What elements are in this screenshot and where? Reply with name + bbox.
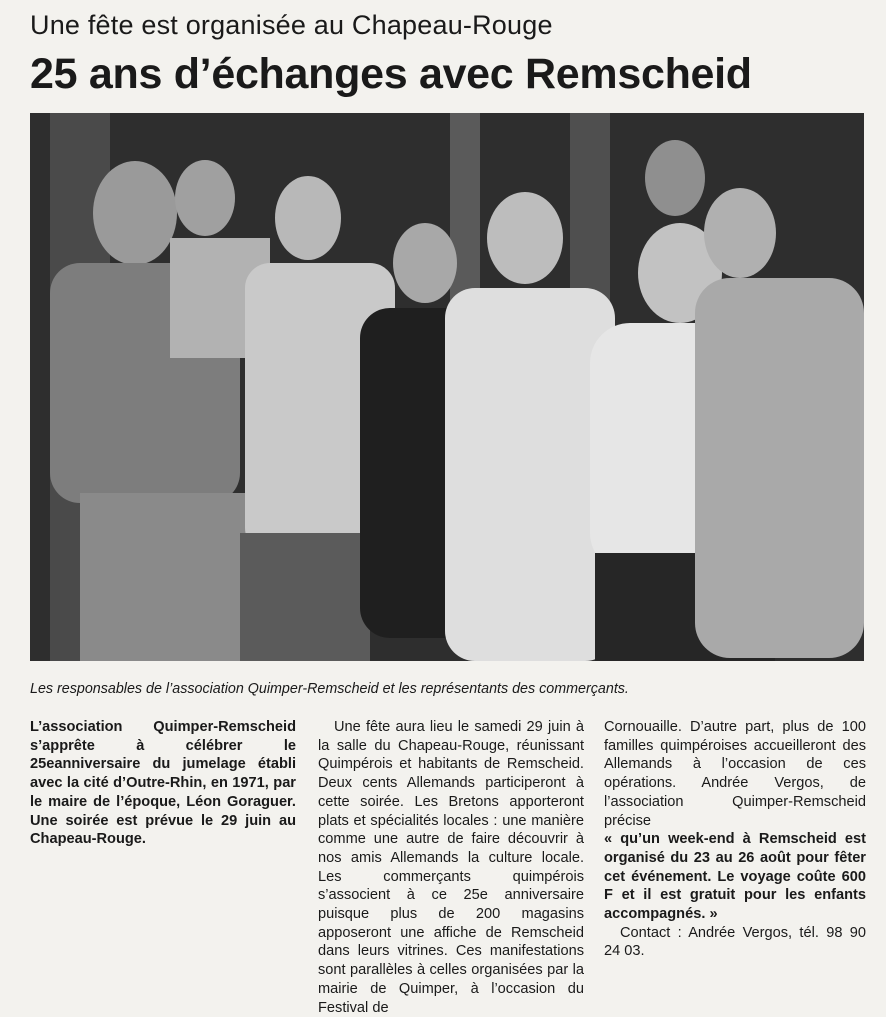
article-quote: « qu’un week-end à Remscheid est organisé du 23 au 26 août pour fêter cet événement. Le voyage coûte 600 F et il est gratuit pour les enfants accompagnés. »: [604, 831, 866, 923]
article-column-1: [30, 718, 296, 849]
article-body-paragraph-1: Une fête aura lieu le samedi 29 juin à la salle du Chapeau-Rouge, réunissant Quimpérois et habitants de Remscheid. Deux cents Allemands participeront à cette soirée. Les Bretons apporteront plats et spécialités locales : une manière comme une autre de faire découvrir à nos amis Allemands la culture locale. Les commerçants quimpérois s’associent à ce 25e anniversaire puisque plus de 200 magasins apposeront une affiche de Remscheid dans leurs vitrines. Ces manifestations sont parallèles à celles organisées par la mairie de Quimper, à l’occasion du Festival de: [318, 719, 584, 1016]
article-headline: 25 ans d’échanges avec Remscheid: [30, 50, 752, 98]
article-column-3: [604, 718, 866, 961]
photo-illustration: [30, 113, 864, 661]
photo-caption: Les responsables de l’association Quimper-Remscheid et les représentants des commerçants.: [30, 681, 629, 697]
article-body-paragraph-2: Cornouaille. D’autre part, plus de 100 familles quimpéroises accueilleront des Allemands à l’occasion de ces opérations. Andrée Vergos, de l’association Quimper-Remscheid précise: [604, 719, 866, 829]
article-kicker: Une fête est organisée au Chapeau-Rouge: [30, 10, 553, 40]
article-lead: L’association Quimper-Remscheid s’apprête à célébrer le 25eanniversaire du jumelage établi avec la cité d’Outre-Rhin, en 1971, par le maire de l’époque, Léon Goraguer. Une soirée est prévue le 29 juin au Chapeau-Rouge.: [30, 719, 296, 848]
article-column-2: [318, 718, 584, 1017]
article-contact: Contact : Andrée Vergos, tél. 98 90 24 03.: [604, 924, 866, 960]
group-photo: [30, 113, 864, 661]
